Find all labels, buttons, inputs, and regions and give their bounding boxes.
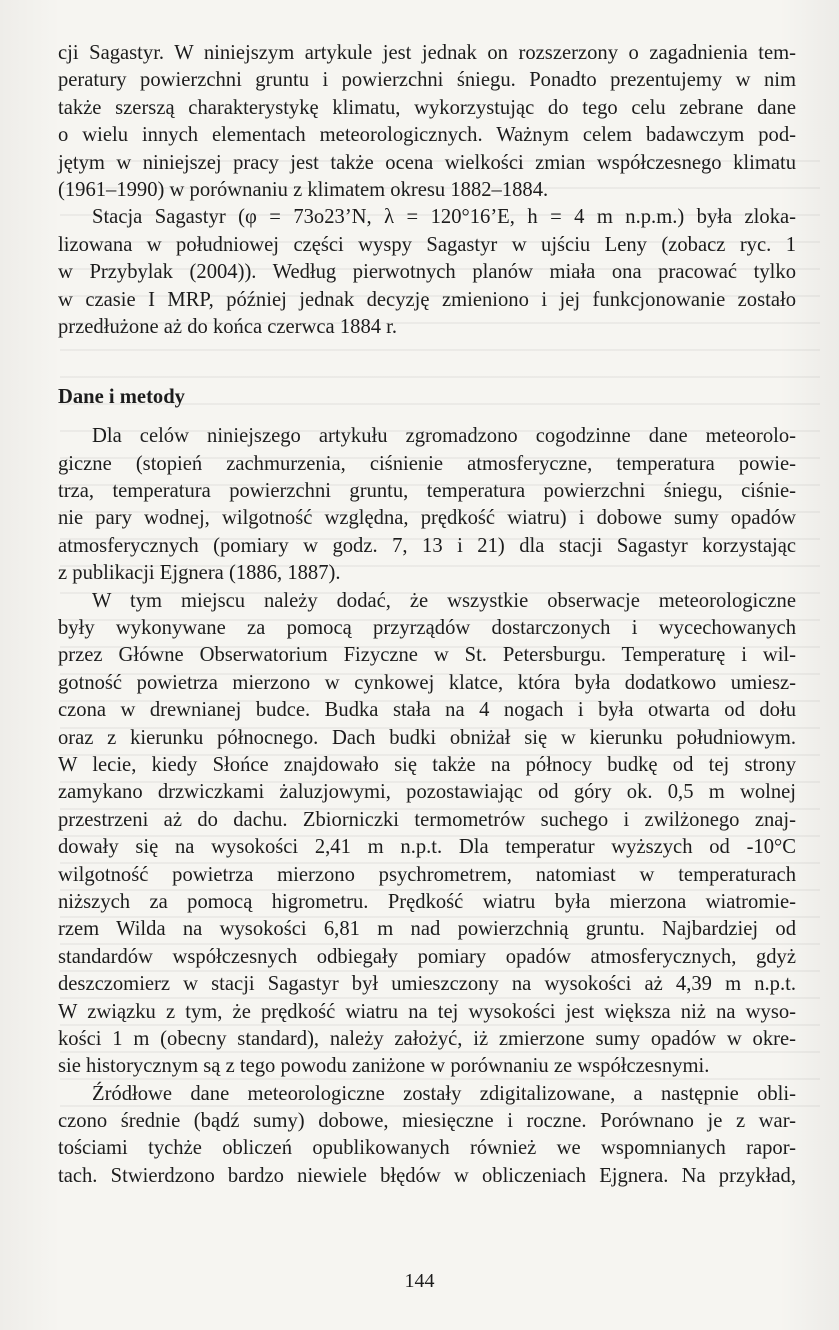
text-line: W tym miejscu należy dodać, że wszystkie obserwacje meteorologiczne <box>92 589 796 612</box>
text-line: nie pary wodnej, wilgotność względna, prędkość wiatru) i dobowe sumy opadów <box>58 507 796 530</box>
text-line: niższych za pomocą higrometru. Prędkość wiatru była mierzona wiatromie- <box>58 890 796 913</box>
text-line: sie historycznym są z tego powodu zaniżone w porównaniu ze współczesnymi. <box>58 1055 710 1078</box>
text-line: Źródłowe dane meteorologiczne zostały zdigitalizowane, a następnie obli- <box>92 1082 796 1105</box>
paragraph-2 <box>58 204 796 341</box>
text-line: giczne (stopień zachmurzenia, ciśnienie atmosferyczne, temperatura powie- <box>58 452 796 475</box>
text-line: czona w drewnianej budce. Budka stała na 4 nogach i była otwarta od dołu <box>58 699 796 722</box>
text-line: gotność powietrza mierzono w cynkowej klatce, która była dodatkowo umiesz- <box>58 671 796 694</box>
page-number: 144 <box>404 1270 435 1292</box>
text-line: trza, temperatura powierzchni gruntu, temperatura powierzchni śniegu, ciśnie- <box>58 480 796 503</box>
text-line: cji Sagastyr. W niniejszym artykule jest jednak on rozszerzony o zagadnienia tem- <box>58 42 796 64</box>
paragraph-1 <box>58 40 796 204</box>
text-line: (1961–1990) w porównaniu z klimatem okresu 1882–1884. <box>58 178 549 201</box>
text-line: dowały się na wysokości 2,41 m n.p.t. Dla temperatur wyższych od -10°C <box>58 836 796 859</box>
section-heading: Dane i metody <box>58 386 185 409</box>
text-line: atmosferycznych (pomiary w godz. 7, 13 i 21) dla stacji Sagastyr korzystając <box>58 534 796 557</box>
text-line: zamykano drzwiczkami żaluzjowymi, pozostawiając od góry ok. 0,5 m wolnej <box>58 781 796 804</box>
text-line: jętym w niniejszej pracy jest także ocena wielkości zmian współczesnego klimatu <box>58 151 796 174</box>
heading-spacer <box>58 413 796 423</box>
paragraph-5 <box>58 1081 796 1191</box>
paragraph-3 <box>58 423 796 587</box>
text-line: o wielu innych elementach meteorologicznych. Ważnym celem badawczym pod- <box>58 124 796 147</box>
text-line: peratury powierzchni gruntu i powierzchni śniegu. Ponadto prezentujemy w nim <box>58 69 796 92</box>
text-line: przez Główne Obserwatorium Fizyczne w St. Petersburgu. Temperaturę i wil- <box>58 644 796 667</box>
text-line: w Przybylak (2004)). Według pierwotnych planów miała ona pracować tylko <box>58 261 796 284</box>
text-line: lizowana w południowej części wyspy Sagastyr w ujściu Leny (zobacz ryc. 1 <box>58 233 796 256</box>
text-line: czono średnie (bądź sumy) dobowe, miesięczne i roczne. Porównano je z war- <box>58 1110 796 1133</box>
text-line: przestrzeni aż do dachu. Zbiorniczki termometrów suchego i zwilżonego znaj- <box>58 808 796 831</box>
text-line: standardów współczesnych odbiegały pomiary opadów atmosferycznych, gdyż <box>58 945 796 968</box>
text-line: także szerszą charakterystykę klimatu, wykorzystując do tego celu zebrane dane <box>58 96 796 119</box>
text-line: Dla celów niniejszego artykułu zgromadzono cogodzinne dane meteorolo- <box>92 425 796 448</box>
article-body <box>58 40 796 1190</box>
text-line: Stacja Sagastyr (φ = 73o23’N, λ = 120°16’E, h = 4 m n.p.m.) była zloka- <box>92 206 796 229</box>
text-line: W lecie, kiedy Słońce znajdowało się także na północy budkę od tej strony <box>58 753 796 776</box>
section-spacer <box>58 341 796 369</box>
text-line: z publikacji Ejgnera (1886, 1887). <box>58 562 341 585</box>
paragraph-4 <box>58 588 796 1081</box>
text-line: tach. Stwierdzono bardzo niewiele błędów w obliczeniach Ejgnera. Na przykład, <box>58 1164 796 1187</box>
text-line: deszczomierz w stacji Sagastyr był umieszczony na wysokości aż 4,39 m n.p.t. <box>58 973 796 996</box>
text-line: wilgotność powietrza mierzono psychrometrem, natomiast w temperaturach <box>58 863 796 886</box>
section-spacer <box>58 369 796 381</box>
text-line: W związku z tym, że prędkość wiatru na tej wysokości jest większa niż na wyso- <box>58 1000 796 1023</box>
text-line: tościami tychże obliczeń opublikowanych również we wspomnianych rapor- <box>58 1137 796 1160</box>
text-line: były wykonywane za pomocą przyrządów dostarczonych i wycechowanych <box>58 617 796 640</box>
text-line: oraz z kierunku północnego. Dach budki obniżał się w kierunku południowym. <box>58 726 796 749</box>
text-line: w czasie I MRP, później jednak decyzję zmieniono i jej funkcjonowanie zostało <box>58 288 796 311</box>
text-line: kości 1 m (obecny standard), należy założyć, iż zmierzone sumy opadów w okre- <box>58 1027 796 1050</box>
text-line: rzem Wilda na wysokości 6,81 m nad powierzchnią gruntu. Najbardziej od <box>58 918 796 941</box>
text-line: przedłużone aż do końca czerwca 1884 r. <box>58 315 398 338</box>
